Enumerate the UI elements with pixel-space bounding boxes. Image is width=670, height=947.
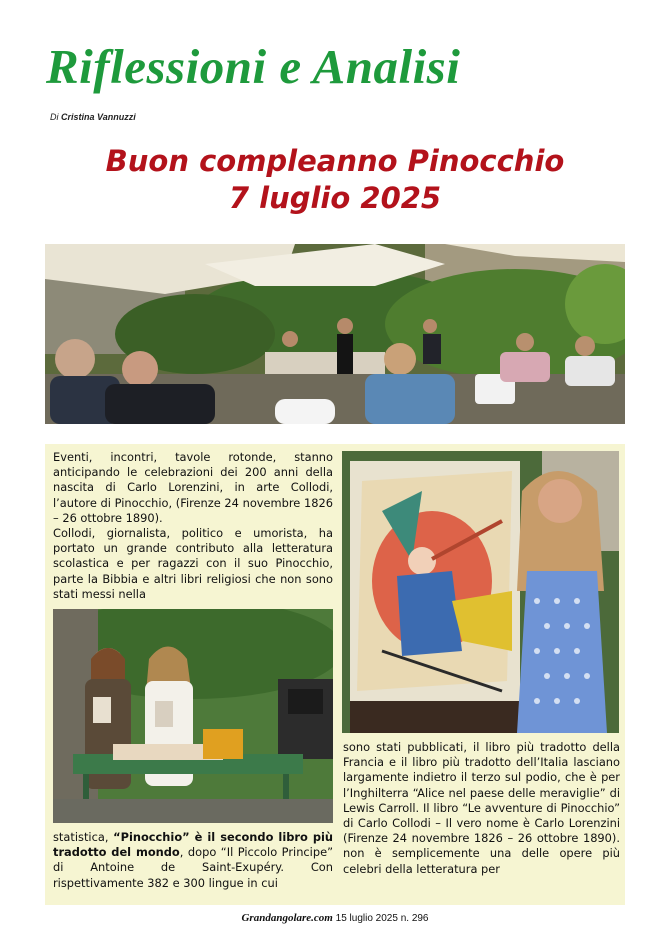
article-continued-left: [53, 830, 333, 891]
article-body: [45, 444, 625, 905]
article-continued-right: sono stati pubblicati, il libro più tradotto della Francia e il libro più tradotto dell’Italia lasciano largamente indietro il terzo sul podio, che è per l’Inghilterra “Alice nel paese delle meraviglie” di Lewis Carroll. Il libro “Le avventure di Pinocchio” di Carlo Collodi – Il vero nome è Carlo Lorenzini (Firenze 24 novembre 1826 – 26 ottobre 1890). non è semplicemente una delle opere più celebri della letteratura per: [343, 740, 620, 876]
highlight-second-most-translated: “Pinocchio” è il secondo libro più tradotto del mondo: [53, 830, 334, 860]
headline-line-2: 7 luglio 2025: [228, 181, 442, 215]
article-paragraph-2: Collodi, giornalista, politico e umorista, ha portato un grande contributo alla letteratura scolastica e per ragazzi con il suo Pinocchio, parte la Bibbia e altri libri religiosi che non sono stati messi nella: [53, 526, 333, 601]
headline: [40, 143, 630, 217]
byline-prefix: Di: [50, 112, 59, 122]
continued-left-start: statistica,: [53, 830, 114, 844]
two-women-books-photo: [53, 609, 333, 823]
continued-left-end: , dopo “Il Piccolo Principe” di Antoine de Saint-Exupéry. Con rispettivamente 382 e 300 lingue in cui: [53, 845, 333, 890]
headline-line-1: Buon compleanno Pinocchio: [105, 144, 565, 178]
article-column-right-bottom: [343, 740, 620, 877]
section-title: Riflessioni e Analisi: [46, 39, 461, 94]
page-footer: [0, 912, 670, 924]
footer-issue: 15 luglio 2025 n. 296: [335, 913, 429, 924]
byline-author: Cristina Vannuzzi: [61, 112, 136, 122]
footer-brand: Grandangolare.com: [241, 912, 333, 924]
pinocchio-painting-photo: [342, 451, 619, 733]
article-paragraph-1: Eventi, incontri, tavole rotonde, stanno anticipando le celebrazioni dei 200 anni della nascita di Carlo Lorenzini, in arte Collodi, l’autore di Pinocchio, (Firenze 24 novembre 1826 – 26 ottobre 1890).: [53, 450, 333, 525]
article-column-left-top: [53, 450, 333, 602]
event-garden-photo: [45, 244, 625, 424]
article-column-left-bottom: [53, 830, 333, 891]
byline: [50, 112, 136, 122]
